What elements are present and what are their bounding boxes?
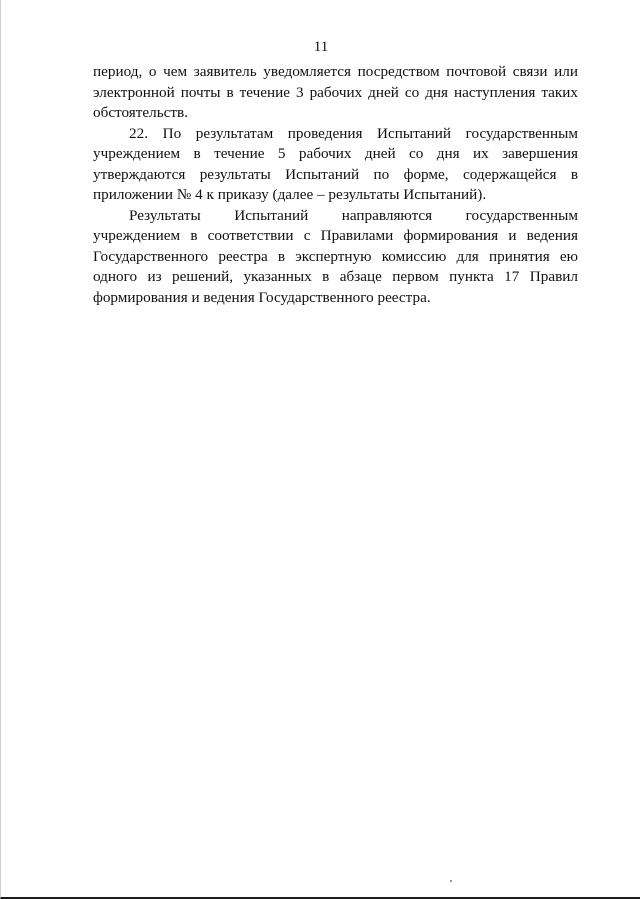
page-number: 11 [313,39,329,55]
paragraph-item-22: 22. По результатам проведения Испытаний государственным учреждением в течение 5 рабочих дней со дня их завершения утверждаются результаты Испытаний по форме, содержащейся в приложении № 4 к приказу (далее – результаты Испытаний). [93,124,578,203]
document-body [93,62,578,308]
scan-speck [450,880,452,882]
paragraph-results: Результаты Испытаний направляются государственным учреждением в соответствии с Правилами формирования и ведения Государственного реестра в экспертную комиссию для принятия ею одного из решений, указанных в абзаце первом пункта 17 Правил формирования и ведения Государственного реестра. [93,206,578,306]
paragraph-continuation: период, о чем заявитель уведомляется посредством почтовой связи или электронной почты в течение 3 рабочих дней со дня наступления таких обстоятельств. [93,63,578,121]
